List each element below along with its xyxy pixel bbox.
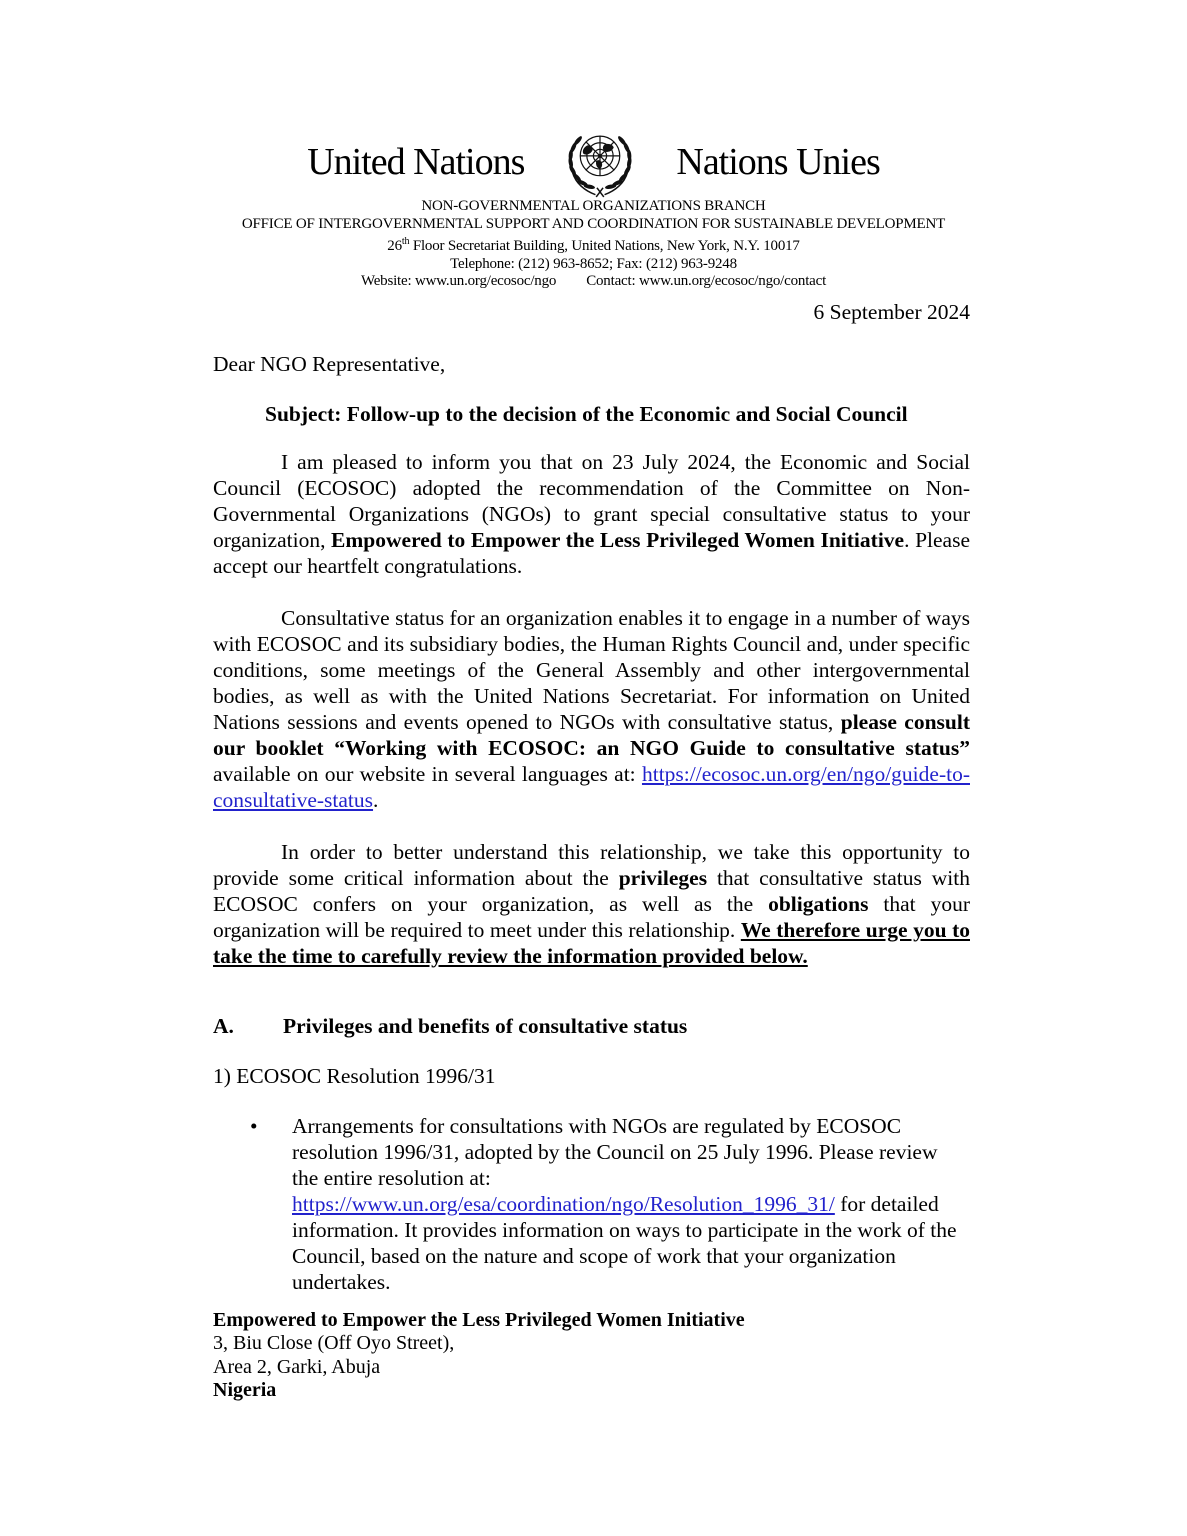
p1-text-end: . Please accept our heartfelt congratulations. bbox=[213, 527, 970, 578]
item-1-heading: 1) ECOSOC Resolution 1996/31 bbox=[213, 1063, 496, 1088]
salutation: Dear NGO Representative, bbox=[213, 351, 446, 376]
paragraph-3 bbox=[213, 839, 970, 969]
p1-org-name: Empowered to Empower the Less Privileged Women Initiative bbox=[331, 527, 905, 552]
p3-obligations-emphasis: obligations bbox=[768, 891, 869, 916]
p3-urgent-notice: We therefore urge you to take the time to carefully review the information provided below. bbox=[213, 917, 970, 968]
section-a-label: A. bbox=[213, 1013, 234, 1038]
p2-text-end: . bbox=[373, 787, 379, 812]
address-number: 26 bbox=[387, 238, 402, 254]
bullet-item bbox=[250, 1113, 970, 1295]
recipient-address-line-2: Area 2, Garki, Abuja bbox=[213, 1355, 381, 1378]
letterhead-masthead bbox=[0, 124, 1187, 200]
subject-line: Subject: Follow-up to the decision of the Economic and Social Council bbox=[265, 401, 908, 426]
p3-text-mid2: that your organization will be required to meet under this relationship. bbox=[213, 891, 970, 942]
recipient-address-line-1: 3, Biu Close (Off Oyo Street), bbox=[213, 1332, 455, 1354]
recipient-address-block bbox=[213, 1309, 970, 1403]
website-line bbox=[0, 273, 1187, 291]
website-segment: Website: www.un.org/ecosoc/ngo bbox=[360, 273, 557, 289]
branch-line: NON-GOVERNMENTAL ORGANIZATIONS BRANCH bbox=[421, 198, 766, 214]
letter-date: 6 September 2024 bbox=[813, 299, 970, 324]
title-nations-unies: Nations Unies bbox=[676, 141, 880, 183]
p2-text-start: Consultative status for an organization enables it to engage in a number of ways with ECOSOC and its subsidiary bodies, the Human Rights Council and, under specific conditions, some meetings of the General Assembly and other intergovernmental bodies, as well as with the United Nations Secretariat. For information on United Nations sessions and events opened to NGOs with consultative status, bbox=[213, 605, 970, 734]
un-emblem-icon bbox=[554, 124, 646, 200]
letter-body bbox=[213, 351, 970, 1295]
recipient-country: Nigeria bbox=[213, 1379, 277, 1401]
bullet-text bbox=[292, 1113, 970, 1295]
letterhead-details bbox=[0, 198, 1187, 291]
contact-segment: Contact: www.un.org/ecosoc/ngo/contact bbox=[586, 273, 827, 289]
p2-booklet-emphasis: please consult our booklet “Working with ECOSOC: an NGO Guide to consultative status” bbox=[213, 709, 970, 760]
bullet-text-start: Arrangements for consultations with NGOs are regulated by ECOSOC resolution 1996/31, adopted by the Council on 25 July 1996. Please review the entire resolution at: bbox=[292, 1113, 938, 1190]
resolution-link[interactable]: https://www.un.org/esa/coordination/ngo/Resolution_1996_31/ bbox=[292, 1191, 835, 1216]
paragraph-1 bbox=[213, 449, 970, 579]
address-rest: Floor Secretariat Building, United Nations, New York, N.Y. 10017 bbox=[409, 238, 800, 254]
phone-line: Telephone: (212) 963-8652; Fax: (212) 963-9248 bbox=[450, 255, 737, 272]
office-line: OFFICE OF INTERGOVERNMENTAL SUPPORT AND COORDINATION FOR SUSTAINABLE DEVELOPMENT bbox=[241, 215, 946, 232]
p1-text-start: I am pleased to inform you that on 23 July 2024, the Economic and Social Council (ECOSOC) adopted the recommendation of the Committee on Non-Governmental Organizations (NGOs) to grant special consultative status to your organization, bbox=[213, 449, 970, 552]
paragraph-2 bbox=[213, 605, 970, 813]
guide-link[interactable]: https://ecosoc.un.org/en/ngo/guide-to-consultative-status bbox=[213, 761, 970, 812]
recipient-org-name: Empowered to Empower the Less Privileged Women Initiative bbox=[213, 1308, 745, 1331]
p3-text-mid1: that consultative status with ECOSOC confers on your organization, as well as the bbox=[213, 865, 970, 916]
address-ordinal: th bbox=[401, 236, 410, 247]
address-line bbox=[0, 233, 1187, 256]
p3-text-start: In order to better understand this relationship, we take this opportunity to provide some critical information about the bbox=[213, 839, 970, 890]
title-united-nations: United Nations bbox=[307, 141, 525, 183]
letterhead bbox=[0, 0, 1187, 291]
section-a-heading bbox=[213, 1013, 970, 1039]
bullet-icon: • bbox=[250, 1113, 258, 1138]
section-a-title: Privileges and benefits of consultative status bbox=[283, 1013, 688, 1038]
p2-text-mid: available on our website in several languages at: bbox=[213, 761, 642, 786]
bullet-text-end: for detailed information. It provides information on ways to participate in the work of the Council, based on the nature and scope of work that your organization undertakes. bbox=[292, 1191, 957, 1294]
p3-privileges-emphasis: privileges bbox=[618, 865, 708, 890]
